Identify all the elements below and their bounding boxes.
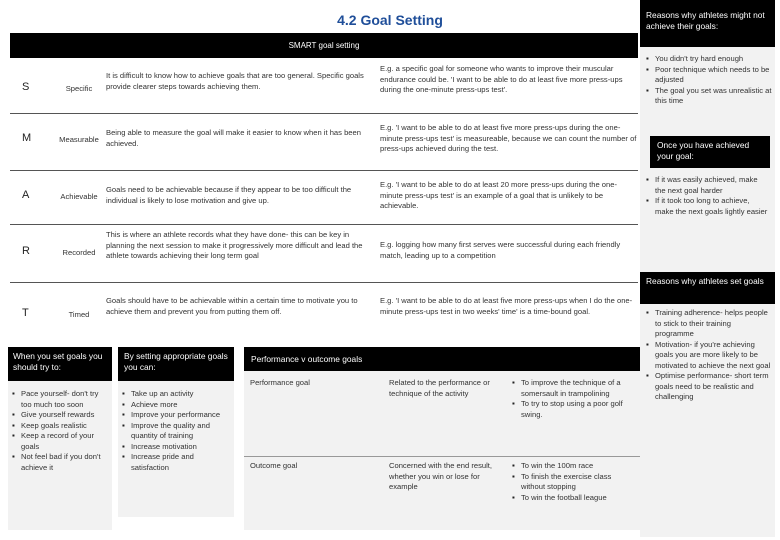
outcome-goal-examples	[510, 461, 635, 503]
once-header: Once you have achieved your goal:	[650, 136, 770, 168]
smart-description: Goals should have to be achievable within a certain time to motivate you to achieve them and prevent you from putting them off.	[106, 296, 358, 316]
list-item: ▪ To win the football league	[510, 493, 635, 504]
smart-row-a	[10, 172, 638, 224]
smart-row-t	[10, 284, 638, 342]
not-achieve-list	[640, 47, 775, 107]
smart-letter: A	[22, 189, 30, 201]
right-column	[640, 0, 775, 537]
list-item: ▪ Pace yourself- don't try too much too soon	[10, 389, 109, 410]
page-title: 4.2 Goal Setting	[337, 12, 443, 28]
try-to-panel	[8, 347, 112, 530]
smart-example: E.g. logging how many first serves were successful during each friendly match, leading up to a competition	[380, 240, 621, 260]
list-item: ▪ Improve your performance	[120, 410, 231, 421]
list-item: ▪ To improve the technique of a somersault in trampolining	[510, 378, 635, 399]
smart-row-r	[10, 226, 638, 282]
smart-word: Recorded	[62, 248, 96, 257]
once-list	[644, 175, 772, 217]
try-to-list	[8, 381, 112, 473]
smart-header	[10, 33, 638, 58]
outcome-goal-desc: Concerned with the end result, whether you win or lose for example	[389, 461, 492, 491]
smart-description: This is where an athlete records what they have done- this can be key in planning the next session to make it progressively more difficult and lead the athlete towards achieving their long term goal	[106, 230, 363, 260]
list-item: ▪ To try to stop using a poor golf swing.	[510, 399, 635, 420]
smart-letter: R	[22, 245, 30, 257]
set-goals-list	[644, 308, 774, 403]
list-item: ▪ Achieve more	[120, 400, 231, 411]
list-item: ▪ Poor technique which needs to be adjusted	[644, 65, 772, 86]
list-item: ▪ Optimise performance- short term goals need to be realistic and challenging	[644, 371, 771, 403]
divider	[10, 282, 638, 283]
list-item: ▪ Keep goals realistic	[10, 421, 109, 432]
list-item: ▪ Increase pride and satisfaction	[120, 452, 231, 473]
smart-description: Goals need to be achievable because if they appear to be too difficult the individual is likely to lose motivation and give up.	[106, 185, 352, 205]
perf-goal-desc: Related to the performance or technique of the activity	[389, 378, 490, 398]
set-goals-header: Reasons why athletes set goals	[640, 272, 775, 304]
smart-row-m	[10, 115, 638, 170]
list-item: ▪ Motivation- if you're achieving goals you are more likely to be motivated to achieve the next goal	[644, 340, 771, 372]
list-item: ▪ Keep a record of your goals	[10, 431, 109, 452]
list-item: ▪ If it was easily achieved, make the next goal harder	[644, 175, 769, 196]
list-item: ▪ If it took too long to achieve, make the next goals lightly easier	[644, 196, 769, 217]
outcome-goal-name: Outcome goal	[250, 461, 298, 470]
list-item: ▪ The goal you set was unrealistic at this time	[644, 86, 772, 107]
smart-header-label: SMART goal setting	[288, 41, 360, 50]
smart-word: Measurable	[59, 135, 99, 144]
perf-goal-name: Performance goal	[250, 378, 310, 387]
smart-example: E.g. a specific goal for someone who wants to improve their muscular endurance could be. 'I want to be able to do at least five more press-ups during the one-minute press-ups test'.	[380, 64, 623, 94]
smart-example: E.g. 'I want to be able to do at least five more press-ups when I do the one-minute press-ups test in two weeks' time' is a time-bound goal.	[380, 296, 633, 316]
list-item: ▪ To finish the exercise class without stopping	[510, 472, 635, 493]
divider	[10, 170, 638, 171]
list-item: ▪ Increase motivation	[120, 442, 231, 453]
list-item: ▪ Improve the quality and quantity of training	[120, 421, 231, 442]
smart-example: E.g. 'I want to be able to do at least 20 more press-ups during the one-minute press-ups test' is an example of a goal that is unlikely to be achievable.	[380, 180, 617, 210]
can-list	[118, 381, 234, 473]
perf-header: Performance v outcome goals	[244, 347, 640, 371]
divider	[10, 113, 638, 114]
smart-word: Timed	[68, 310, 90, 319]
smart-example: E.g. 'I want to be able to do at least five more press-ups during the one-minute press-ups test' is measureable, because we can count the number of press-ups achieved during the test.	[380, 123, 637, 153]
divider	[244, 456, 640, 457]
smart-word: Achievable	[60, 192, 98, 201]
list-item: ▪ Not feel bad if you don't achieve it	[10, 452, 109, 473]
smart-letter: S	[22, 81, 30, 93]
list-item: ▪ To win the 100m race	[510, 461, 635, 472]
perf-goal-examples	[510, 378, 635, 420]
list-item: ▪ Take up an activity	[120, 389, 231, 400]
divider	[10, 224, 638, 225]
not-achieve-header: Reasons why athletes might not achieve their goals:	[640, 0, 775, 47]
list-item: ▪ Training adherence- helps people to stick to their training programme	[644, 308, 771, 340]
smart-word: Specific	[65, 84, 93, 93]
list-item: ▪ Give yourself rewards	[10, 410, 109, 421]
smart-row-s	[10, 60, 638, 120]
smart-description: It is difficult to know how to achieve goals that are too general. Specific goals provide clearer steps towards achieving them.	[106, 71, 364, 91]
can-header: By setting appropriate goals you can:	[118, 347, 234, 381]
smart-description: Being able to measure the goal will make it easier to know when it has been achieved.	[106, 128, 361, 148]
smart-letter: T	[22, 307, 29, 319]
try-to-header: When you set goals you should try to:	[8, 347, 112, 381]
can-panel	[118, 347, 234, 517]
smart-letter: M	[22, 132, 32, 144]
list-item: ▪ You didn't try hard enough	[644, 54, 772, 65]
